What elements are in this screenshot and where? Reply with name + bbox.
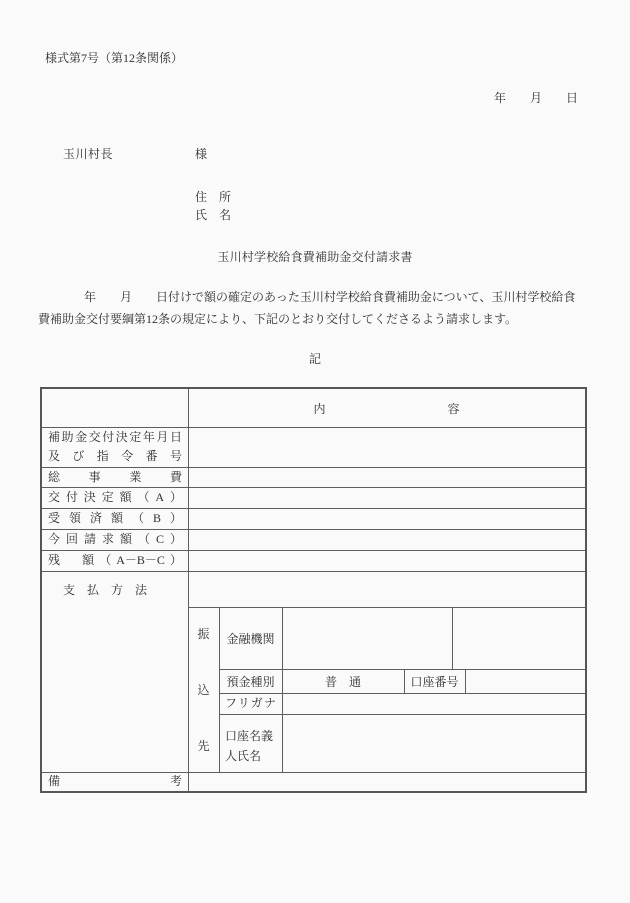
account-holder-label-line1: 口座名義	[225, 729, 274, 743]
body-paragraph-line2: 費補助金交付要綱第12条の規定により、下記のとおり交付してくださるよう請求します。	[38, 312, 518, 326]
remarks-right-char: 考	[169, 774, 182, 788]
content-header-right-char: 容	[447, 401, 460, 416]
content-header-left-char: 内	[313, 401, 326, 416]
deposit-type-label-cell	[219, 669, 282, 693]
body-paragraph-line1: 年 月 日付けで額の確定のあった玉川村学校給食費補助金について、玉川村学校給食	[84, 290, 576, 304]
remarks-left-char: 備	[48, 774, 170, 788]
balance-value-cell	[188, 550, 585, 571]
remarks-label-cell	[42, 772, 188, 791]
transfer-char-1: 振	[197, 627, 210, 641]
content-header-cell	[188, 389, 585, 427]
row-total-cost-label: 総事業費	[48, 469, 182, 484]
grant-decided-value-cell	[188, 487, 585, 508]
current-claim-value-cell	[188, 529, 585, 550]
furigana-value-cell	[282, 693, 585, 714]
deposit-type-label: 預金種別	[226, 674, 275, 689]
furigana-label: フリガナ	[225, 696, 276, 710]
address-label: 住 所	[195, 190, 232, 204]
furigana-label-cell	[219, 693, 282, 714]
bank-name-cell	[282, 607, 452, 669]
deposit-type-value: 普 通	[324, 674, 361, 689]
row-received-label: 受領済額（B）	[48, 511, 182, 525]
remarks-value-cell	[188, 772, 585, 791]
name-label: 氏 名	[195, 208, 232, 222]
payment-method-label: 支 払 方 法	[62, 583, 147, 597]
account-number-value-cell	[465, 669, 585, 693]
transfer-char-3: 先	[197, 739, 210, 753]
transfer-destination-vertical-label	[188, 607, 219, 772]
bank-label: 金融機関	[226, 631, 275, 646]
addressee-honorific: 様	[195, 147, 208, 161]
payment-method-label-cell	[42, 571, 188, 772]
decision-date-line2: 及び指令番号	[48, 449, 182, 463]
deposit-type-value-cell	[282, 669, 404, 693]
bank-branch-cell	[452, 607, 585, 669]
row-current-claim-label: 今回請求額（C）	[48, 532, 182, 546]
account-holder-value-cell	[282, 714, 585, 772]
bank-label-cell	[219, 607, 282, 669]
account-number-label-cell	[404, 669, 465, 693]
document-title: 玉川村学校給食費補助金交付請求書	[217, 250, 413, 264]
main-table	[40, 387, 587, 793]
transfer-char-2: 込	[197, 683, 210, 697]
row-balance-label: 残 額（A－B－C）	[48, 553, 182, 567]
account-number-label: 口座番号	[410, 674, 459, 689]
remarks-label	[48, 772, 182, 791]
decision-date-line1: 補助金交付決定年月日	[48, 430, 182, 444]
form-number: 様式第7号（第12条関係）	[45, 51, 184, 65]
addressee: 玉川村長	[63, 147, 114, 161]
row-grant-decided-label: 交付決定額（A）	[48, 490, 182, 504]
account-holder-label-cell	[219, 714, 282, 772]
total-cost-value-cell	[188, 467, 585, 487]
payment-method-value-cell	[188, 571, 585, 607]
received-value-cell	[188, 508, 585, 529]
record-mark: 記	[308, 352, 321, 366]
date-line: 年 月 日	[493, 91, 578, 105]
row-decision-date-label	[42, 427, 188, 467]
decision-date-value-cell	[188, 427, 585, 467]
account-holder-label-line2: 人氏名	[225, 749, 262, 763]
